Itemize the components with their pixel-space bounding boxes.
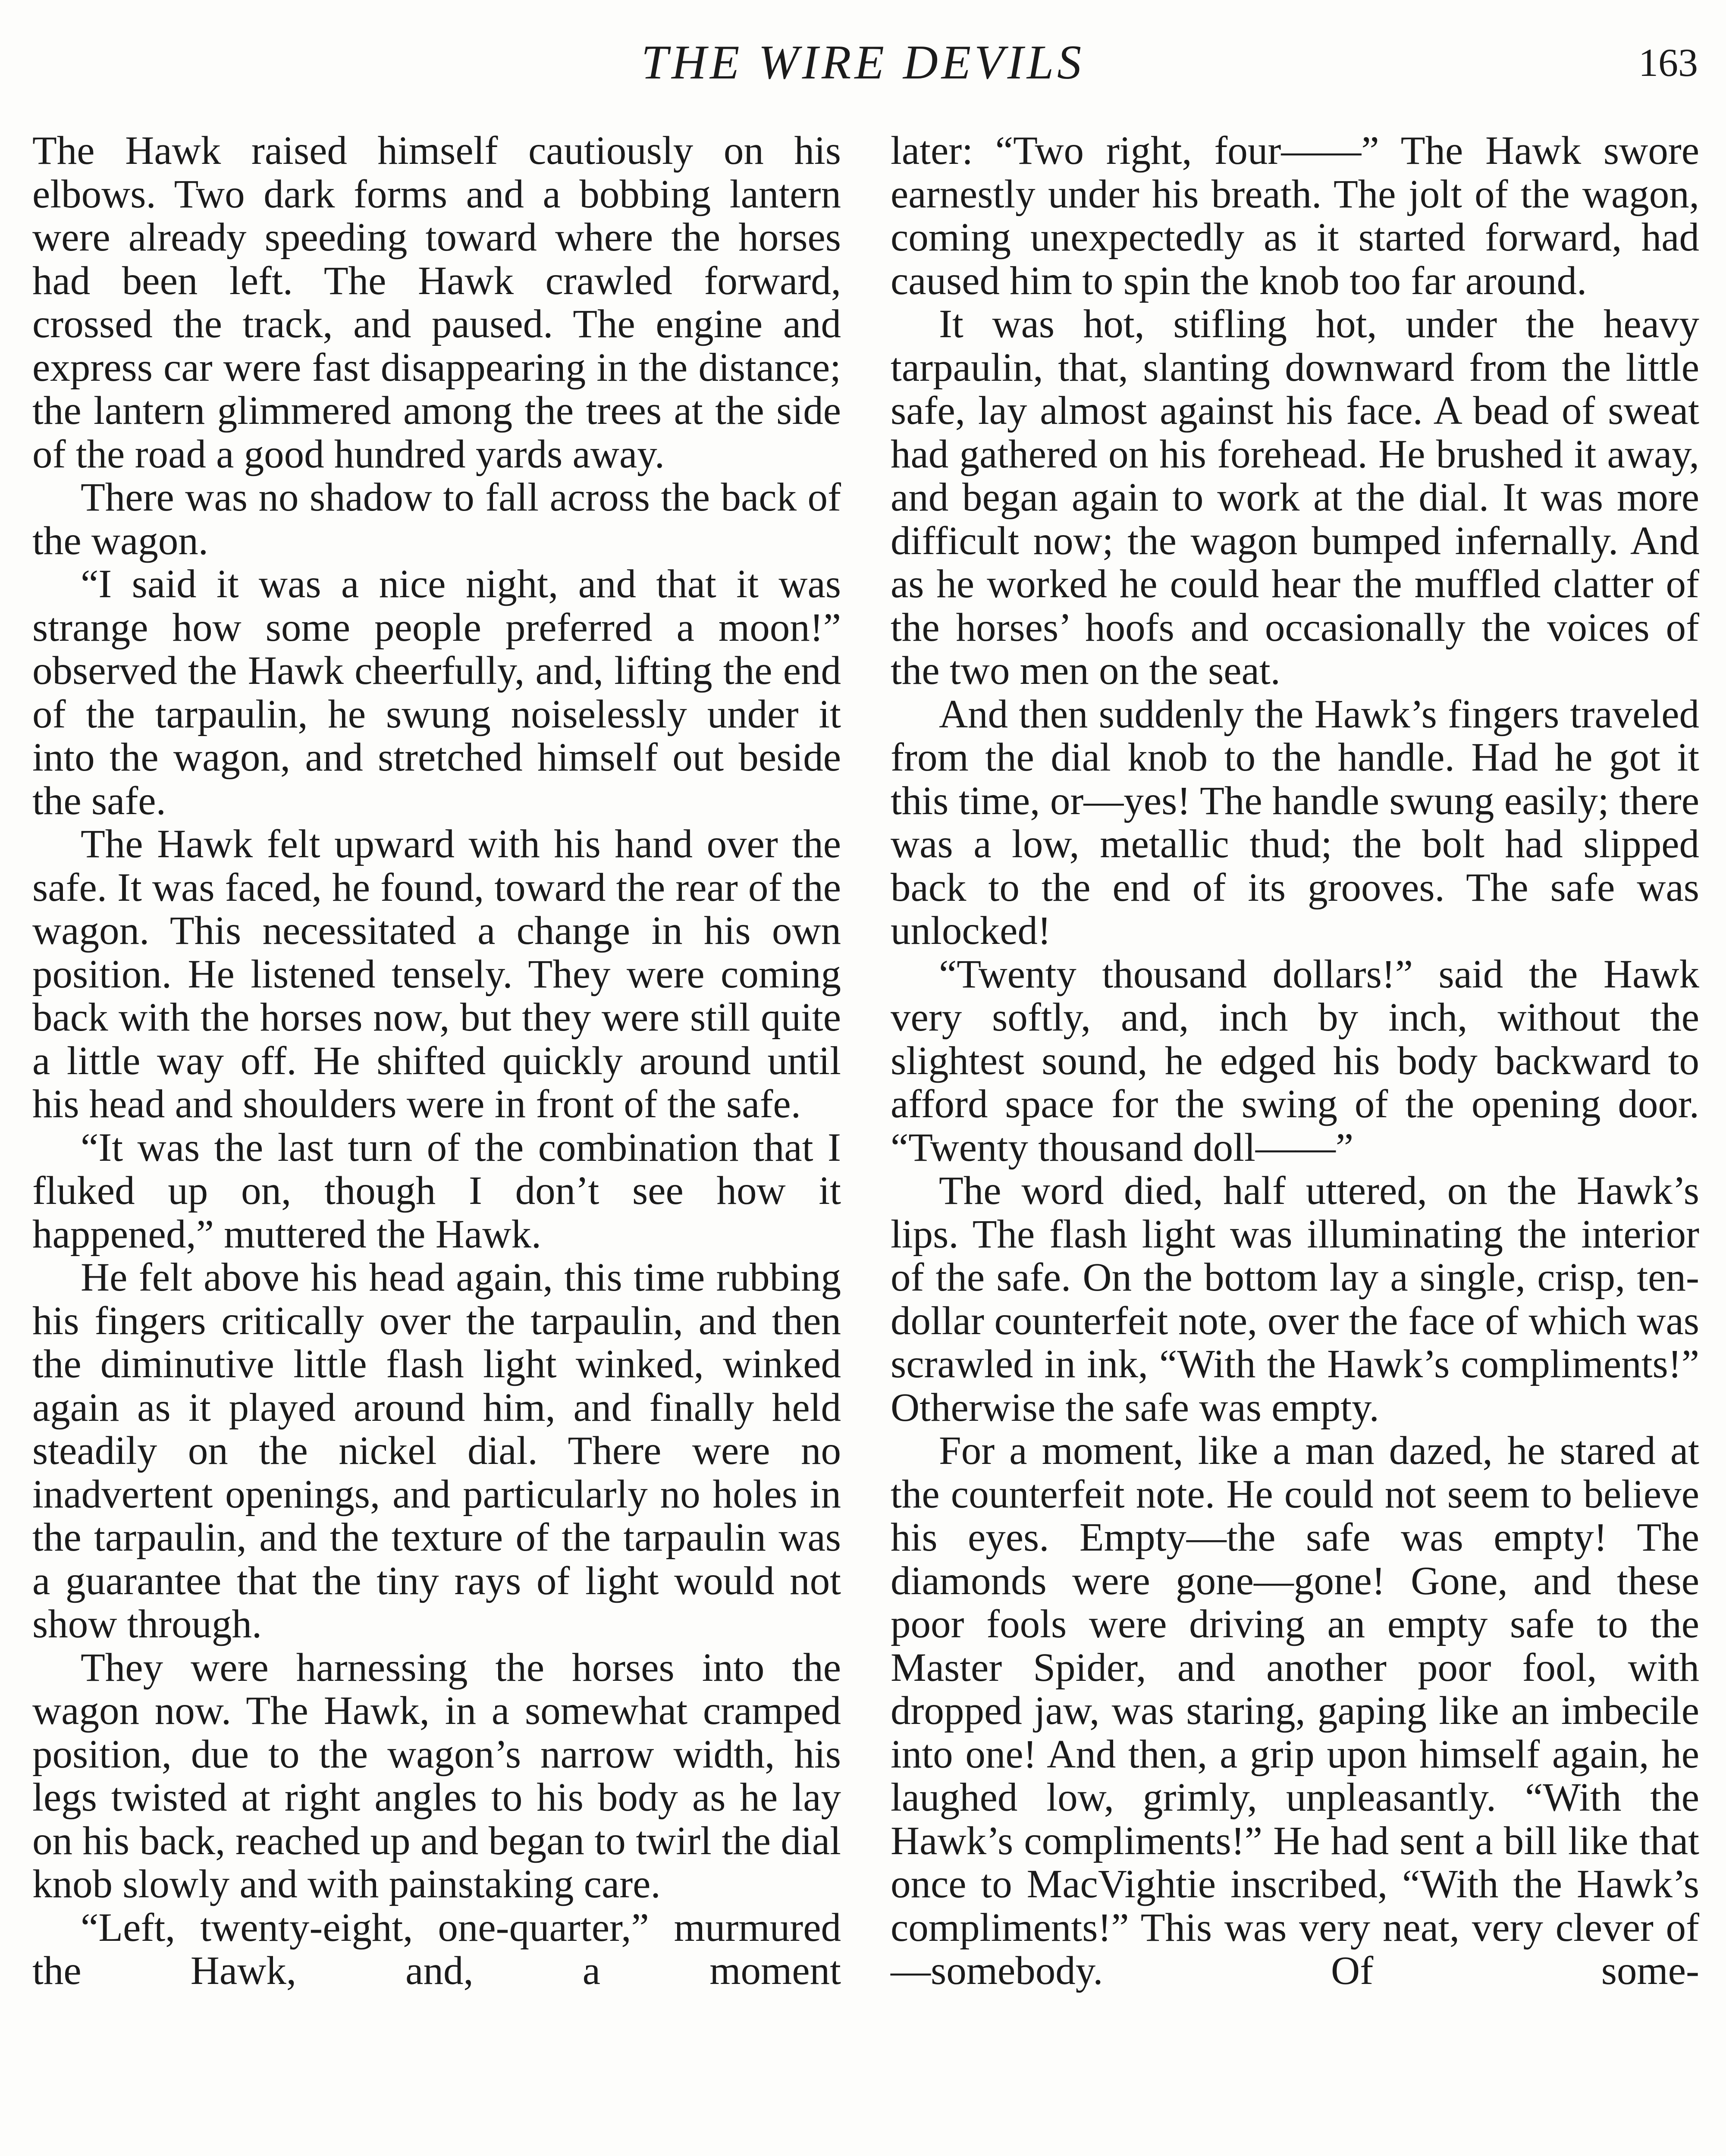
running-title: THE WIRE DEVILS xyxy=(641,36,1085,89)
running-head xyxy=(0,30,1726,95)
paragraph: “I said it was a nice night, and that it was strange how some people preferred a moon!” observed the Hawk cheerfully, and, lifting the end of the tarpaulin, he swung noiselessly under it into the wagon, and stretched himself out beside the safe. xyxy=(32,562,841,823)
paragraph: And then suddenly the Hawk’s fingers traveled from the dial knob to the handle. Had he got it this time, or—yes! The handle swung easily; there was a low, metallic thud; the bolt had slipped back to the end of its grooves. The safe was unlocked! xyxy=(891,692,1699,953)
paragraph: The word died, half uttered, on the Hawk’s lips. The flash light was illuminating the interior of the safe. On the bottom lay a single, crisp, ten-dollar counterfeit note, over the face of which was scrawled in ink, “With the Hawk’s compliments!” Otherwise the safe was empty. xyxy=(891,1169,1699,1430)
paragraph: For a moment, like a man dazed, he stared at the counterfeit note. He could not seem to believe his eyes. Empty—the safe was empty! The diamonds were gone—gone! Gone, and these poor fools were driving an empty safe to the Master Spider, and another poor fool, with dropped jaw, was staring, gaping like an imbecile into one! And then, a grip upon himself again, he laughed low, grimly, unpleasantly. “With the Hawk’s compliments!” He had sent a bill like that once to MacVightie inscribed, “With the Hawk’s compliments!” This was very neat, very clever of—somebody. Of some- xyxy=(891,1429,1699,1993)
paragraph: “Left, twenty-eight, one-quarter,” murmured the Hawk, and, a moment xyxy=(32,1905,841,1993)
right-column xyxy=(891,129,1699,1993)
paragraph: “Twenty thousand dollars!” said the Hawk very softly, and, inch by inch, without the slightest sound, he edged his body backward to afford space for the swing of the opening door. “Twenty thousand doll——” xyxy=(891,952,1699,1170)
paragraph: He felt above his head again, this time rubbing his fingers critically over the tarpaulin, and then the diminutive little flash light winked, winked again as it played around him, and finally held steadily on the nickel dial. There were no inadvertent openings, and particularly no holes in the tarpaulin, and the texture of the tarpaulin was a guarantee that the tiny rays of light would not show through. xyxy=(32,1255,841,1646)
paragraph: The Hawk felt upward with his hand over the safe. It was faced, he found, toward the rear of the wagon. This necessitated a change in his own position. He listened tensely. They were coming back with the horses now, but they were still quite a little way off. He shifted quickly around until his head and shoulders were in front of the safe. xyxy=(32,822,841,1126)
left-column xyxy=(32,129,841,1993)
paragraph: “It was the last turn of the combination that I fluked up on, though I don’t see how it happened,” muttered the Hawk. xyxy=(32,1125,841,1257)
paragraph: There was no shadow to fall across the back of the wagon. xyxy=(32,475,841,563)
paragraph: The Hawk raised himself cautiously on his elbows. Two dark forms and a bobbing lantern were already speeding toward where the horses had been left. The Hawk crawled forward, crossed the track, and paused. The engine and express car were fast disappearing in the distance; the lantern glimmered among the trees at the side of the road a good hundred yards away. xyxy=(32,128,841,476)
paragraph: later: “Two right, four——” The Hawk swore earnestly under his breath. The jolt of the wagon, coming unexpectedly as it started forward, had caused him to spin the knob too far around. xyxy=(891,128,1699,303)
paragraph: They were harnessing the horses into the wagon now. The Hawk, in a somewhat cramped position, due to the wagon’s narrow width, his legs twisted at right angles to his body as he lay on his back, reached up and began to twirl the dial knob slowly and with painstaking care. xyxy=(32,1645,841,1906)
paragraph: It was hot, stifling hot, under the heavy tarpaulin, that, slanting downward from the little safe, lay almost against his face. A bead of sweat had gathered on his forehead. He brushed it away, and began again to work at the dial. It was more difficult now; the wagon bumped infernally. And as he worked he could hear the muffled clatter of the horses’ hoofs and occasionally the voices of the two men on the seat. xyxy=(891,302,1699,693)
page-number: 163 xyxy=(1638,41,1698,85)
